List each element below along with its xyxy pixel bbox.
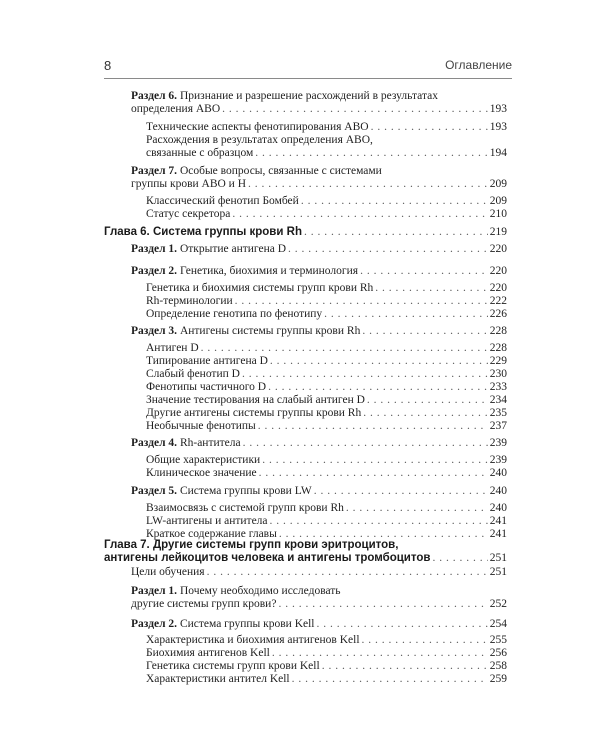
toc-chapter-7[interactable]: антигены лейкоцитов человека и антигены тромбоцитов . . . 251 bbox=[104, 552, 507, 565]
toc-entry[interactable]: Клиническое значение . . . 240 bbox=[146, 467, 507, 480]
toc-section[interactable]: Раздел 4. Rh-антитела . . . 239 bbox=[131, 437, 507, 450]
page-ref: 240 bbox=[489, 485, 507, 497]
toc-section[interactable]: Раздел 3. Антигены системы группы крови Rh . . . 228 bbox=[131, 325, 507, 338]
toc-section[interactable]: Раздел 1. Открытие антигена D . . . 220 bbox=[131, 243, 507, 256]
page-ref: 258 bbox=[489, 660, 507, 672]
dot-leader bbox=[367, 394, 488, 407]
page-ref: 193 bbox=[489, 103, 507, 115]
toc-section-6-title[interactable]: Раздел 6. Признание и разрешение расхождений в результатах bbox=[131, 90, 438, 102]
page-ref: 230 bbox=[489, 368, 507, 380]
dot-leader bbox=[362, 634, 488, 647]
page-ref: 239 bbox=[489, 454, 507, 466]
toc-entry[interactable]: Характеристика и биохимия антигенов Kell . . . 255 bbox=[146, 634, 507, 647]
dot-leader bbox=[288, 243, 488, 256]
toc-entry[interactable]: группы крови АВО и Н . . . 209 bbox=[131, 178, 507, 191]
page-ref: 226 bbox=[489, 308, 507, 320]
toc-entry-line1[interactable]: Расхождения в результатах определения АВО, bbox=[146, 134, 373, 146]
toc-entry[interactable]: Классический фенотип Бомбей . . . 209 bbox=[146, 195, 507, 208]
dot-leader bbox=[375, 282, 487, 295]
dot-leader bbox=[259, 467, 488, 480]
dot-leader bbox=[322, 660, 488, 673]
dot-leader bbox=[232, 208, 487, 221]
page-ref: 228 bbox=[489, 342, 507, 354]
page-ref: 209 bbox=[489, 195, 507, 207]
toc-entry[interactable]: Характеристики антител Kell . . . 259 bbox=[146, 673, 507, 686]
toc-section[interactable]: Раздел 2. Система группы крови Kell . . . 254 bbox=[131, 618, 507, 631]
toc-entry[interactable]: Общие характеристики . . . 239 bbox=[146, 454, 507, 467]
toc-chapter-7-line1[interactable]: Глава 7. Другие системы групп крови эритроцитов, bbox=[104, 539, 399, 551]
page-ref: 255 bbox=[489, 634, 507, 646]
dot-leader bbox=[432, 552, 487, 565]
dot-leader bbox=[314, 485, 488, 498]
page-ref: 193 bbox=[489, 121, 507, 133]
page-ref: 252 bbox=[489, 598, 507, 610]
header-title: Оглавление bbox=[445, 58, 512, 72]
toc-entry[interactable]: Другие антигены системы группы крови Rh . . . 235 bbox=[146, 407, 507, 420]
dot-leader bbox=[235, 295, 488, 308]
page-ref: 235 bbox=[489, 407, 507, 419]
toc-entry[interactable]: Генетика системы групп крови Kell . . . 258 bbox=[146, 660, 507, 673]
toc-entry[interactable]: Биохимия антигенов Kell . . . 256 bbox=[146, 647, 507, 660]
toc-entry[interactable]: Статус секретора . . . 210 bbox=[146, 208, 507, 221]
page-ref: 228 bbox=[489, 325, 507, 337]
toc-section[interactable]: Раздел 2. Генетика, биохимия и терминология . . . 220 bbox=[131, 265, 507, 278]
page-ref: 194 bbox=[489, 147, 507, 159]
toc-entry[interactable]: определения АВО . . . 193 bbox=[131, 103, 507, 116]
page-header bbox=[104, 58, 512, 79]
page-ref: 220 bbox=[489, 282, 507, 294]
toc-entry[interactable]: Определение генотипа по фенотипу . . . 226 bbox=[146, 308, 507, 321]
dot-leader bbox=[268, 381, 488, 394]
toc-section[interactable]: Раздел 5. Система группы крови LW . . . 240 bbox=[131, 485, 507, 498]
dot-leader bbox=[362, 325, 487, 338]
page-ref: 241 bbox=[489, 515, 507, 527]
toc-entry[interactable]: Технические аспекты фенотипирования АВО . . . 193 bbox=[146, 121, 507, 134]
page-ref: 251 bbox=[489, 552, 507, 564]
page-ref: 209 bbox=[489, 178, 507, 190]
dot-leader bbox=[301, 195, 488, 208]
dot-leader bbox=[371, 121, 488, 134]
toc-entry[interactable]: связанные с образцом . . . 194 bbox=[146, 147, 507, 160]
dot-leader bbox=[270, 355, 488, 368]
toc-section-7-title[interactable]: Раздел 7. Особые вопросы, связанные с системами bbox=[131, 165, 382, 177]
dot-leader bbox=[201, 342, 488, 355]
page-ref: 240 bbox=[489, 467, 507, 479]
toc-entry[interactable]: Слабый фенотип D . . . 230 bbox=[146, 368, 507, 381]
page-ref: 254 bbox=[489, 618, 507, 630]
toc-entry[interactable]: Типирование антигена D . . . 229 bbox=[146, 355, 507, 368]
toc-entry[interactable]: Фенотипы частичного D . . . 233 bbox=[146, 381, 507, 394]
page-ref: 237 bbox=[489, 420, 507, 432]
dot-leader bbox=[262, 454, 488, 467]
dot-leader bbox=[346, 502, 488, 515]
dot-leader bbox=[222, 103, 488, 116]
page-ref: 233 bbox=[489, 381, 507, 393]
toc-entry[interactable]: Генетика и биохимия системы групп крови Rh . . . 220 bbox=[146, 282, 507, 295]
dot-leader bbox=[317, 618, 488, 631]
toc-entry[interactable]: Антиген D . . . 228 bbox=[146, 342, 507, 355]
toc-entry[interactable]: Rh-терминологии . . . 222 bbox=[146, 295, 507, 308]
toc-entry[interactable]: другие системы групп крови? . . . 252 bbox=[131, 598, 507, 611]
dot-leader bbox=[304, 226, 488, 239]
dot-leader bbox=[360, 265, 488, 278]
dot-leader bbox=[292, 673, 488, 686]
page-ref: 240 bbox=[489, 502, 507, 514]
dot-leader bbox=[207, 566, 488, 579]
dot-leader bbox=[278, 598, 487, 611]
page-ref: 234 bbox=[489, 394, 507, 406]
page-ref: 251 bbox=[489, 566, 507, 578]
page-ref: 222 bbox=[489, 295, 507, 307]
dot-leader bbox=[270, 515, 488, 528]
dot-leader bbox=[242, 368, 488, 381]
toc-entry[interactable]: Необычные фенотипы . . . 237 bbox=[146, 420, 507, 433]
page-number: 8 bbox=[104, 58, 112, 73]
page-ref: 229 bbox=[489, 355, 507, 367]
page-ref: 220 bbox=[489, 243, 507, 255]
toc-chapter-6[interactable]: Глава 6. Система группы крови Rh . . . 219 bbox=[104, 226, 507, 239]
toc-section-title[interactable]: Раздел 1. Почему необходимо исследовать bbox=[131, 585, 341, 597]
dot-leader bbox=[243, 437, 488, 450]
page-ref: 210 bbox=[489, 208, 507, 220]
toc-entry[interactable]: Взаимосвязь с системой групп крови Rh . . . 240 bbox=[146, 502, 507, 515]
dot-leader bbox=[272, 647, 488, 660]
dot-leader bbox=[363, 407, 488, 420]
page-ref: 256 bbox=[489, 647, 507, 659]
page-ref: 241 bbox=[489, 528, 507, 540]
toc-entry[interactable]: Цели обучения . . . 251 bbox=[131, 566, 507, 579]
page-ref: 259 bbox=[489, 673, 507, 685]
dot-leader bbox=[258, 420, 488, 433]
toc-entry[interactable]: LW-антигены и антитела . . . 241 bbox=[146, 515, 507, 528]
toc-entry[interactable]: Значение тестирования на слабый антиген D . . . 234 bbox=[146, 394, 507, 407]
page-ref: 219 bbox=[489, 226, 507, 238]
dot-leader bbox=[324, 308, 488, 321]
page-ref: 220 bbox=[489, 265, 507, 277]
dot-leader bbox=[248, 178, 488, 191]
toc-entry[interactable]: Краткое содержание главы . . . 241 bbox=[146, 528, 507, 541]
page-ref: 239 bbox=[489, 437, 507, 449]
dot-leader bbox=[255, 147, 487, 160]
